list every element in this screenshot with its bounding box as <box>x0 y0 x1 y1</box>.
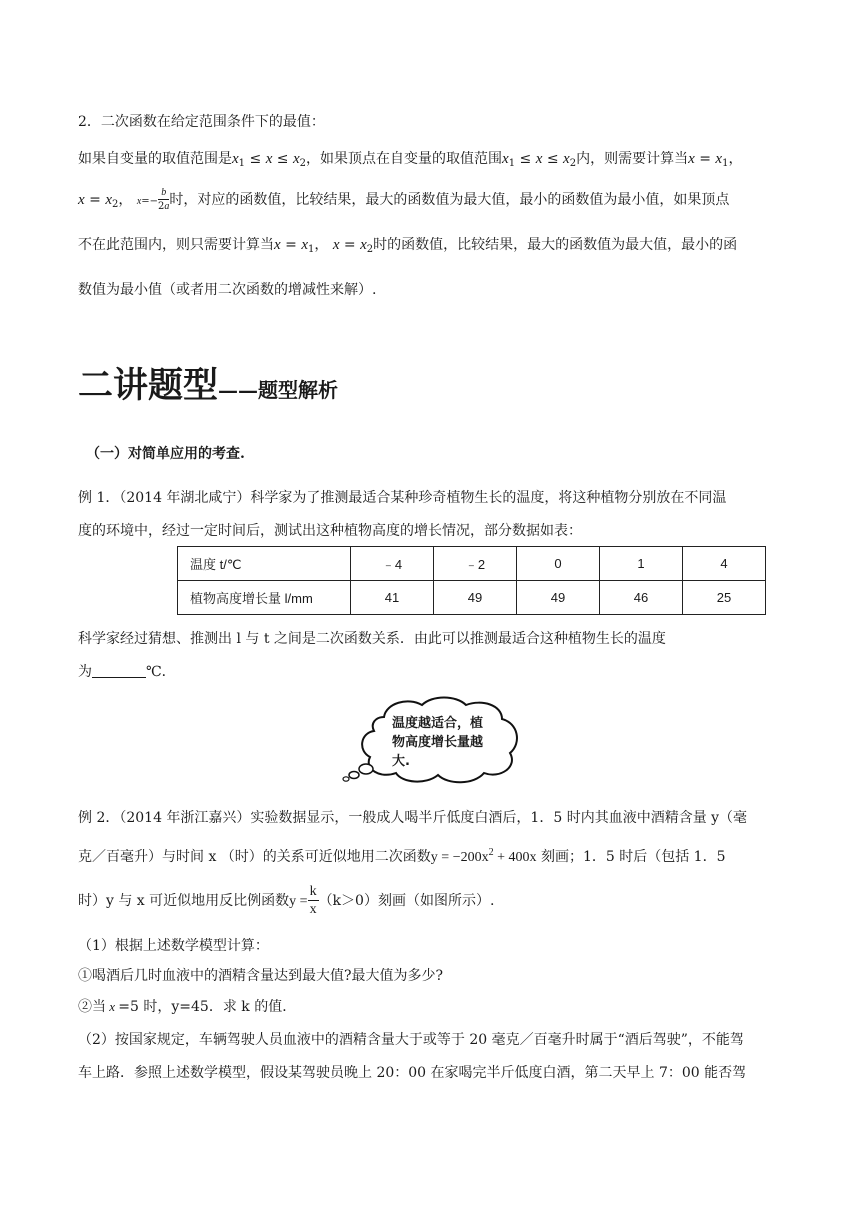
page-title: 二讲题型——题型解析 <box>78 365 339 406</box>
table-cell: 4 <box>683 547 766 581</box>
table-row-head: 温度 t/℃ <box>178 547 351 581</box>
table-cell: ﹣2 <box>434 547 517 581</box>
ex2-line-2: 克／百毫升）与时间 x （时）的关系可近似地用二次函数$y = -200x^2 + 400x$ 刻画；1．5 时后（包括 1．5 <box>78 847 726 865</box>
data-table <box>177 546 766 615</box>
ex2-question-2-line-2: 车上路．参照上述数学模型，假设某驾驶员晚上 20：00 在家喝完半斤低度白酒，第二天早上 7：00 能否驾 <box>78 1065 747 1081</box>
ex1-line-1: 例 1．（2014 年湖北咸宁）科学家为了推测最适合某种珍奇植物生长的温度，将这种植物分别放在不同温 <box>78 490 727 506</box>
intro-line-4: 数值为最小值（或者用二次函数的增减性来解）. <box>78 282 377 298</box>
inverse-fraction: $\frac{k}{x}$ <box>309 884 317 917</box>
intro-line-2: $x = x_2$， x=− $\frac{b}{2a}$ 时，对应的函数值，比较结果，最大的函数值为最大值，最小的函数值为最小值，如果顶点 <box>78 187 730 212</box>
ex2-question-1b: ②当 x =5 时，y=45．求 k 的值． <box>78 999 297 1015</box>
table-cell: 41 <box>351 581 434 615</box>
table-cell: 46 <box>600 581 683 615</box>
ex2-line-1: 例 2．（2014 年浙江嘉兴）实验数据显示，一般成人喝半斤低度白酒后，1．5 时内其血液中酒精含量 y（毫 <box>78 810 748 826</box>
ex2-question-2-line-1: （2）按国家规定，车辆驾驶人员血液中的酒精含量大于或等于 20 毫克／百毫升时属于“酒后驾驶”，不能驾 <box>78 1032 744 1048</box>
table-cell: 49 <box>434 581 517 615</box>
table-cell: ﹣4 <box>351 547 434 581</box>
table-row-head: 植物高度增长量 l/mm <box>178 581 351 615</box>
table-row <box>178 581 766 615</box>
ex2-line-3: 时）y 与 x 可近似地用反比例函数y = $\frac{k}{x}$ （k＞0）刻画（如图所示）. <box>78 884 495 917</box>
table-cell: 1 <box>600 547 683 581</box>
table-cell: 0 <box>517 547 600 581</box>
intro-heading: 2．二次函数在给定范围条件下的最值： <box>78 114 325 130</box>
ex1-line-4: 为 ℃． <box>78 664 176 680</box>
intro-line-1: 如果自变量的取值范围是$x_1 \le x \le x_2$，如果顶点在自变量的取值范围$x_1 \le x \le x_2$内，则需要计算当$x = x_1$， <box>78 151 743 169</box>
intro-line-3: 不在此范围内，则只需要计算当$x = x_1$， $x = x_2$时的函数值，比较结果，最大的函数值为最大值，最小的函 <box>78 237 738 255</box>
section-heading: （一）对简单应用的考查. <box>86 446 245 462</box>
ex2-question-1a: ①喝酒后几时血液中的酒精含量达到最大值?最大值为多少? <box>78 968 444 984</box>
ex2-question-1: （1）根据上述数学模型计算： <box>78 938 269 954</box>
table-row <box>178 547 766 581</box>
cloud-text: 温度越适合，植物高度增长量越大. <box>392 716 484 769</box>
ex1-line-2: 度的环境中，经过一定时间后，测试出这种植物高度的增长情况，部分数据如表： <box>78 523 582 539</box>
vertex-fraction: $\frac{b}{2a}$ <box>158 187 170 212</box>
answer-blank[interactable] <box>92 663 146 678</box>
table-cell: 49 <box>517 581 600 615</box>
ex1-line-3: 科学家经过猜想、推测出 l 与 t 之间是二次函数关系．由此可以推测最适合这种植物生长的温度 <box>78 631 666 647</box>
table-cell: 25 <box>683 581 766 615</box>
